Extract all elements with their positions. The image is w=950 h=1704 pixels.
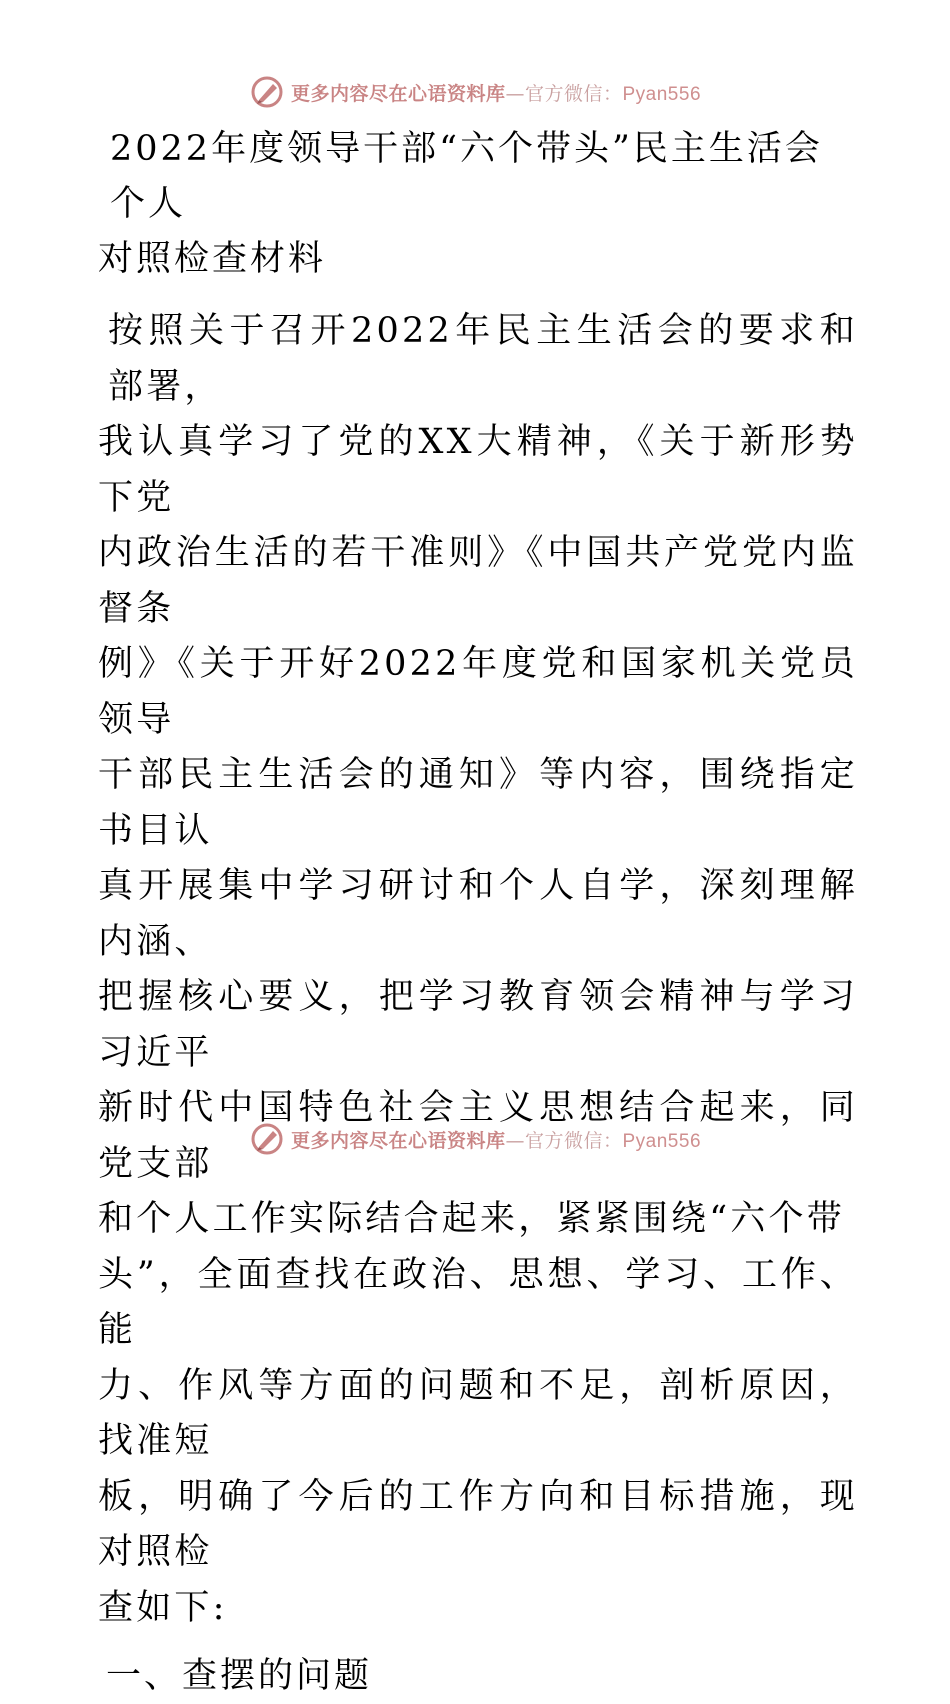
watermark-text: 更多内容尽在心语资料库—官方微信：Pyan556 [290,1129,702,1152]
paragraph-line: 干部民主生活会的通知》等内容，围绕指定书目认 [98,755,858,851]
paragraph-line: 我认真学习了党的XX大精神，《关于新形势下党 [98,422,858,518]
section-heading: 一、查摆的问题 [106,1656,373,1696]
pen-logo-icon [249,74,285,110]
paragraph-line: 内政治生活的若干准则》《中国共产党党内监督条 [98,533,858,629]
pen-logo-icon [249,1121,285,1157]
paragraph-line: 按照关于召开2022年民主生活会的要求和部署， [108,311,858,407]
intro-paragraph [98,304,858,1636]
title-line-1: 2022年度领导干部“六个带头”民主生活会个人 [110,129,823,224]
paragraph-line: 例》《关于开好2022年度党和国家机关党员领导 [98,644,858,740]
document-body [98,122,858,1704]
paragraph-line: 查如下: [98,1587,228,1628]
paragraph-line: 真开展集中学习研讨和个人自学，深刻理解内涵、 [98,866,858,962]
paragraph-line: 新时代中国特色社会主义思想结合起来，同党支部 [98,1088,858,1184]
watermark-header [0,72,950,112]
document-title [98,122,858,287]
watermark-footer [0,1119,950,1159]
title-line-2: 对照检查材料 [98,239,327,279]
paragraph-line: 头”，全面查找在政治、思想、学习、工作、能 [98,1254,858,1350]
paragraph-line: 板，明确了今后的工作方向和目标措施，现对照检 [98,1476,858,1572]
paragraph-line: 和个人工作实际结合起来，紧紧围绕“六个带 [98,1199,845,1239]
paragraph-line: 力、作风等方面的问题和不足，剖析原因，找准短 [98,1365,858,1461]
watermark-text: 更多内容尽在心语资料库—官方微信：Pyan556 [290,82,702,105]
paragraph-line: 把握核心要义，把学习教育领会精神与学习习近平 [98,977,858,1073]
